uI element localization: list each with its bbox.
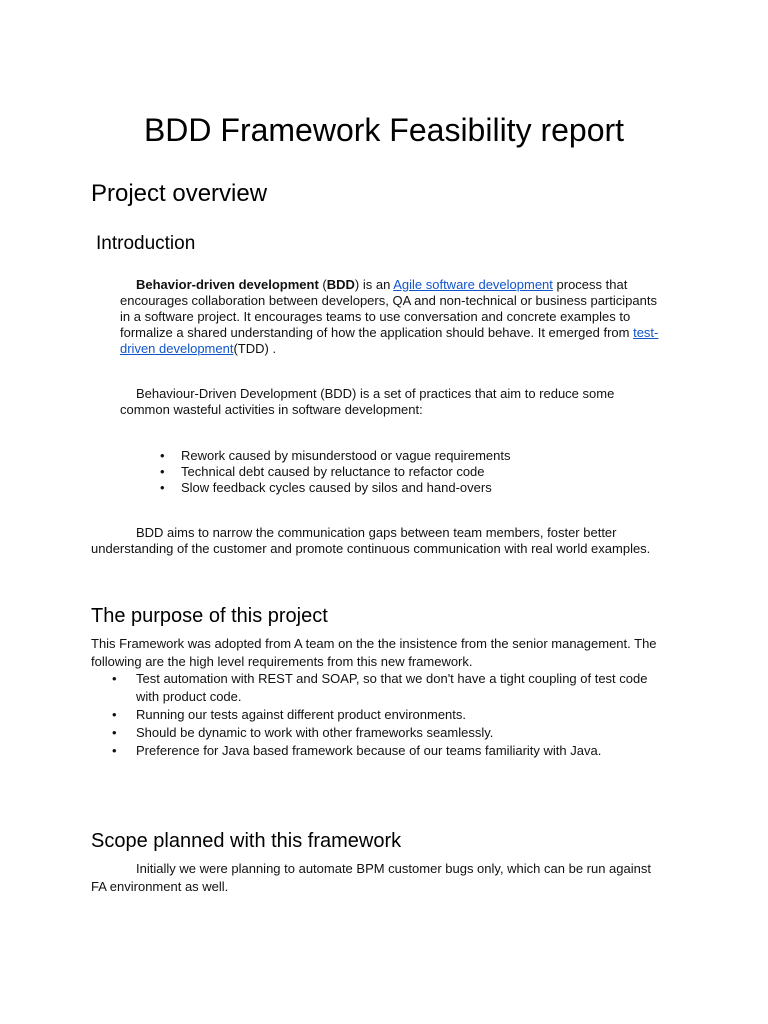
list-item-text: Preference for Java based framework because of our teams familiarity with Java. xyxy=(136,743,602,758)
introduction-heading: Introduction xyxy=(96,233,196,254)
bdd-term: Behavior-driven development xyxy=(136,277,319,292)
bdd-abbreviation: BDD xyxy=(326,277,355,292)
bdd-aims-paragraph xyxy=(91,525,661,557)
list-item xyxy=(112,706,662,724)
list-item-text: Test automation with REST and SOAP, so that we don't have a tight coupling of test code with product code. xyxy=(136,671,648,704)
intro-paragraph xyxy=(120,277,665,357)
practices-paragraph xyxy=(120,386,640,418)
test-driven-development-link[interactable]: test-driven development xyxy=(120,325,659,356)
bullet-icon: • xyxy=(160,464,165,479)
list-item xyxy=(160,448,660,464)
practices-text: Behaviour-Driven Development (BDD) is a set of practices that aim to reduce some common wasteful activities in software development: xyxy=(120,386,615,417)
list-item-text: Rework caused by misunderstood or vague requirements xyxy=(181,448,511,463)
project-overview-heading: Project overview xyxy=(91,180,268,207)
document-title: BDD Framework Feasibility report xyxy=(143,112,625,148)
list-item xyxy=(112,724,662,742)
requirements-list xyxy=(112,670,662,760)
list-item-text: Running our tests against different product environments. xyxy=(136,707,467,722)
intro-text: (TDD) . xyxy=(233,341,277,356)
scope-paragraph xyxy=(91,860,651,896)
intro-text: ) is an xyxy=(354,277,394,292)
bullet-icon: • xyxy=(112,671,117,686)
purpose-heading: The purpose of this project xyxy=(91,605,328,627)
scope-text: Initially we were planning to automate BPM customer bugs only, which can be run against FA environment as well. xyxy=(91,861,651,894)
scope-heading: Scope planned with this framework xyxy=(91,830,402,852)
list-item xyxy=(112,742,662,760)
wasteful-activities-list xyxy=(160,448,660,496)
bullet-icon: • xyxy=(112,707,117,722)
bullet-icon: • xyxy=(112,743,117,758)
list-item-text: Slow feedback cycles caused by silos and hand-overs xyxy=(181,480,492,495)
list-item xyxy=(112,670,662,706)
bullet-icon: • xyxy=(160,448,165,463)
bullet-icon: • xyxy=(160,480,165,495)
bdd-aims-text: BDD aims to narrow the communication gaps between team members, foster better understanding of the customer and promote continuous communication with real world examples. xyxy=(91,525,651,556)
list-item-text: Technical debt caused by reluctance to refactor code xyxy=(181,464,485,479)
list-item xyxy=(160,464,660,480)
list-item xyxy=(160,480,660,496)
bullet-icon: • xyxy=(112,725,117,740)
agile-software-development-link[interactable]: Agile software development xyxy=(393,277,553,292)
list-item-text: Should be dynamic to work with other frameworks seamlessly. xyxy=(136,725,494,740)
purpose-paragraph: This Framework was adopted from A team on the the insistence from the senior management. The following are the high level requirements from this new framework. xyxy=(91,636,657,669)
intro-text: ( xyxy=(318,277,327,292)
intro-text: process that encourages collaboration between developers, QA and non-technical or business participants in a software project. It encourages teams to use conversation and concrete examples to formalize a shared understanding of how the application should behave. It emerged from xyxy=(120,277,657,340)
